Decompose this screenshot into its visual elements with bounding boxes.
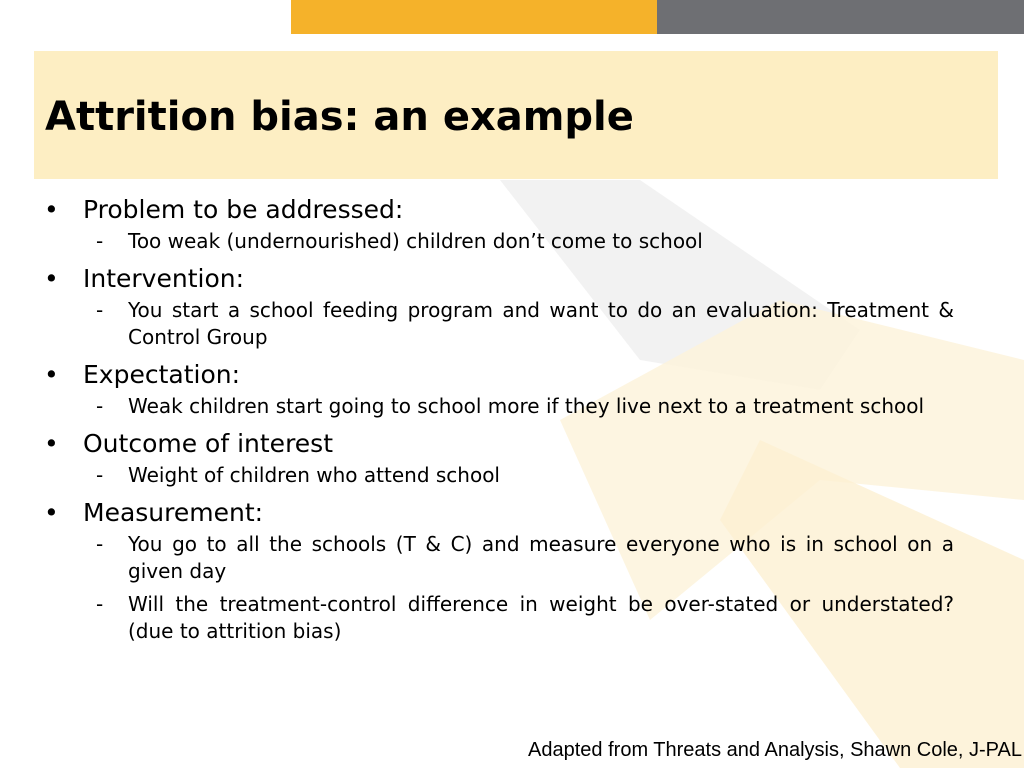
sub-item xyxy=(44,462,954,489)
sub-marker: - xyxy=(96,592,104,616)
sub-marker: - xyxy=(96,532,104,556)
sub-item xyxy=(44,591,954,645)
bullet-text: Outcome of interest xyxy=(83,429,333,458)
bullet-marker: • xyxy=(44,360,59,389)
sub-text: You start a school feeding program and want to do an evaluation: Treatment & Control Group xyxy=(128,298,954,349)
sub-list xyxy=(44,393,954,420)
sub-text: You go to all the schools (T & C) and measure everyone who is in school on a given day xyxy=(128,532,954,583)
sub-marker: - xyxy=(96,394,104,418)
sub-item xyxy=(44,393,954,420)
bullet-list xyxy=(44,192,954,651)
bullet-item xyxy=(44,261,954,297)
sub-item xyxy=(44,297,954,351)
top-accent-bar-gray xyxy=(657,0,1024,34)
sub-list xyxy=(44,531,954,645)
sub-list xyxy=(44,297,954,351)
bullet-item xyxy=(44,192,954,228)
bullet-marker: • xyxy=(44,264,59,293)
sub-text: Too weak (undernourished) children don’t come to school xyxy=(128,229,703,253)
bullet-text: Measurement: xyxy=(83,498,264,527)
sub-marker: - xyxy=(96,463,104,487)
footer-credit: Adapted from Threats and Analysis, Shawn Cole, J-PAL xyxy=(528,739,1022,761)
bullet-item xyxy=(44,495,954,531)
sub-item xyxy=(44,228,954,255)
bullet-item xyxy=(44,426,954,462)
bullet-text: Expectation: xyxy=(83,360,241,389)
bullet-text: Intervention: xyxy=(83,264,245,293)
sub-list xyxy=(44,462,954,489)
sub-text: Weak children start going to school more if they live next to a treatment school xyxy=(128,394,925,418)
sub-marker: - xyxy=(96,298,104,322)
slide-title: Attrition bias: an example xyxy=(45,94,634,140)
sub-marker: - xyxy=(96,229,104,253)
top-accent-bar-yellow xyxy=(291,0,657,34)
bullet-marker: • xyxy=(44,429,59,458)
sub-item xyxy=(44,531,954,585)
bullet-item xyxy=(44,357,954,393)
bullet-text: Problem to be addressed: xyxy=(83,195,404,224)
bullet-marker: • xyxy=(44,498,59,527)
bullet-marker: • xyxy=(44,195,59,224)
sub-list xyxy=(44,228,954,255)
sub-text: Will the treatment-control difference in weight be over-stated or understated? (due to attrition bias) xyxy=(128,592,954,643)
sub-text: Weight of children who attend school xyxy=(128,463,500,487)
